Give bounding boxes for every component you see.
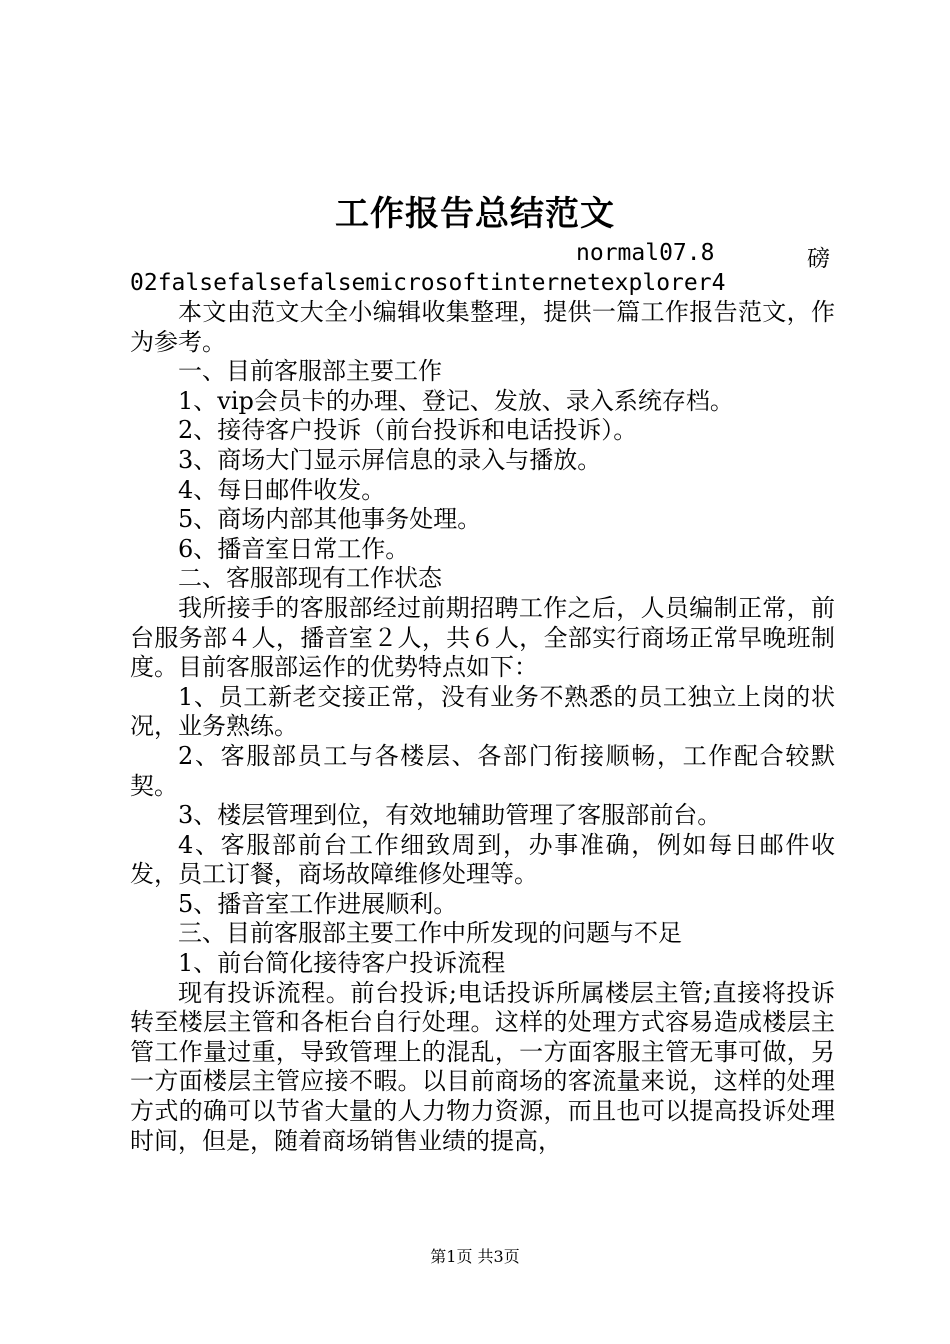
list-item: 4、客服部前台工作细致周到，办事准确，例如每日邮件收发，员工订餐，商场故障维修处理等。 <box>130 830 835 889</box>
section-heading: 三、目前客服部主要工作中所发现的问题与不足 <box>178 919 682 948</box>
paragraph: 本文由范文大全小编辑收集整理，提供一篇工作报告范文，作为参考。 <box>130 298 835 356</box>
list-item: 1、前台简化接待客户投诉流程 <box>178 949 506 978</box>
list-item: 2、客服部员工与各楼层、各部门衔接顺畅，工作配合较默契。 <box>130 741 835 800</box>
list-item: 6、播音室日常工作。 <box>178 534 410 563</box>
paragraph: 现有投诉流程。前台投诉;电话投诉所属楼层主管;直接将投诉转至楼层主管和各柜台自行处理。这样的处理方式容易造成楼层主管工作量过重，导致管理上的混乱，一方面客服主管无事可做，另一方面楼层主管应接不暇。以目前商场的客流量来说，这样的处理方式的确可以节省大量的人力物力资源，而且也可以提高投诉处理时间，但是，随着商场销售业绩的提高， <box>130 978 835 1155</box>
meta-left-text: normal07.8 <box>576 240 715 266</box>
list-item: 1、员工新老交接正常，没有业务不熟悉的员工独立上岗的状况，业务熟练。 <box>130 682 835 741</box>
document-body <box>130 298 835 1156</box>
document-title: 工作报告总结范文 <box>335 194 615 234</box>
paragraph: 我所接手的客服部经过前期招聘工作之后，人员编制正常，前台服务部４人，播音室２人，共６人，全部实行商场正常早晚班制度。目前客服部运作的优势特点如下： <box>130 593 835 682</box>
list-item: 4、每日邮件收发。 <box>178 475 386 504</box>
list-item: 2、接待客户投诉（前台投诉和电话投诉）。 <box>178 416 638 445</box>
list-item: 3、商场大门显示屏信息的录入与播放。 <box>178 445 602 474</box>
list-item: 5、播音室工作进展顺利。 <box>178 889 458 918</box>
page-footer: 第1页 共3页 <box>430 1247 520 1266</box>
list-item: 3、楼层管理到位，有效地辅助管理了客服部前台。 <box>178 801 722 830</box>
list-item: 5、商场内部其他事务处理。 <box>178 505 482 534</box>
meta-line-2: 02falsefalsefalsemicrosoftinternetexplorer4 <box>130 270 726 296</box>
section-heading: 一、目前客服部主要工作 <box>178 357 442 386</box>
list-item: 1、vip会员卡的办理、登记、发放、录入系统存档。 <box>178 386 734 415</box>
meta-line <box>130 240 830 272</box>
section-heading: 二、客服部现有工作状态 <box>178 564 442 593</box>
meta-right-text: 磅 <box>807 246 830 272</box>
